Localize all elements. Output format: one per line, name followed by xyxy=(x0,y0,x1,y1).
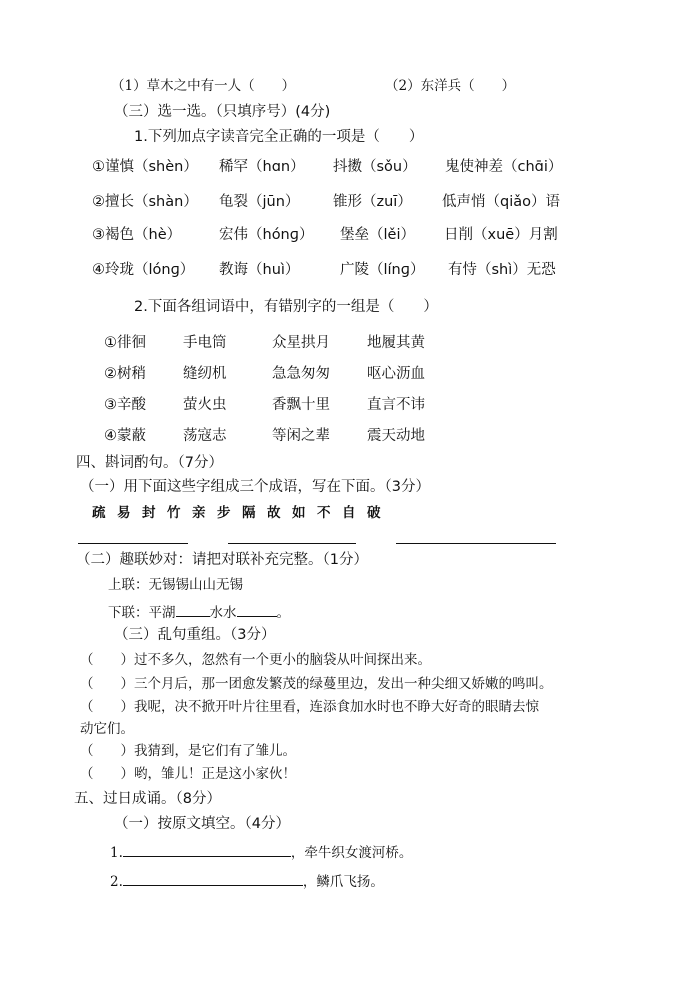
reorder-sentence-3-cont: 动它们。 xyxy=(80,721,134,737)
q2-option-4-b: 荡寇志 xyxy=(183,428,227,444)
idiom-char: 自 xyxy=(342,505,356,521)
couplet-lower xyxy=(108,602,290,622)
question-east-soldier: （2）东洋兵（ ） xyxy=(385,78,516,94)
idiom-char: 隔 xyxy=(242,505,256,521)
q1-stem: 1.下列加点字读音完全正确的一项是（ ） xyxy=(134,129,424,145)
q2-option-2-b: 缝纫机 xyxy=(183,366,227,382)
recite-blank-2[interactable] xyxy=(123,871,303,886)
idiom-char: 破 xyxy=(367,505,381,521)
q1-option-2-b: 龟裂（jūn） xyxy=(219,194,300,210)
recite-line-2-text: ，鳞爪飞扬。 xyxy=(302,874,384,890)
recite-blank-1[interactable] xyxy=(123,842,291,857)
q2-option-2-d: 呕心沥血 xyxy=(367,366,425,382)
q1-option-2-a: ②擅长（shàn） xyxy=(92,194,198,210)
idiom-char: 故 xyxy=(267,505,281,521)
section-5-title: 五、过日成诵。（8分） xyxy=(74,791,221,807)
idiom-char: 疏 xyxy=(92,505,106,521)
reorder-sentence-3: （ ）我呢，决不掀开叶片往里看，连添食加水时也不睁大好奇的眼睛去惊 xyxy=(80,699,539,715)
reorder-sentence-2: （ ）三个月后，那一团愈发繁茂的绿蔓里边，发出一种尖细又娇嫩的鸣叫。 xyxy=(80,676,553,692)
q2-stem: 2.下面各组词语中，有错别字的一组是（ ） xyxy=(134,299,438,315)
idiom-answer-line-2[interactable] xyxy=(228,543,356,544)
q1-option-1-d: 鬼使神差（chɑ̄i） xyxy=(445,159,563,175)
section-3-title: （三）选一选。（只填序号）(4分) xyxy=(114,104,331,120)
couplet-blank-2[interactable] xyxy=(237,602,277,617)
reorder-sentence-4: （ ）我猜到，是它们有了雏儿。 xyxy=(80,743,296,759)
q2-option-4-a: ④蒙蔽 xyxy=(104,428,146,444)
couplet-lower-mid: 水水 xyxy=(209,605,237,621)
section-4-title: 四、斟词酌句。（7分） xyxy=(76,455,223,471)
q2-option-1-c: 众星拱月 xyxy=(272,335,330,351)
recite-line-2 xyxy=(110,871,384,891)
question-grass-riddle: （1）草木之中有一人（ ） xyxy=(111,78,296,94)
recite-line-2-number: 2. xyxy=(110,874,123,890)
couplet-lower-end: 。 xyxy=(276,605,290,621)
section-4-part-1-title: （一）用下面这些字组成三个成语，写在下面。（3分） xyxy=(80,479,430,495)
q1-option-3-b: 宏伟（hónɡ） xyxy=(219,227,314,243)
idiom-char: 亲 xyxy=(192,505,206,521)
idiom-char: 易 xyxy=(117,505,131,521)
idiom-char: 如 xyxy=(292,505,306,521)
q1-option-1-a: ①谨慎（shèn） xyxy=(92,159,198,175)
q2-option-1-a: ①徘徊 xyxy=(104,335,146,351)
q2-option-2-a: ②树稍 xyxy=(104,366,146,382)
couplet-lower-prefix: 下联：平湖 xyxy=(108,605,176,621)
q1-option-4-a: ④玲珑（lónɡ） xyxy=(92,262,195,278)
q2-option-3-c: 香飘十里 xyxy=(272,397,330,413)
idiom-character-bank xyxy=(92,504,392,522)
q2-option-4-c: 等闲之辈 xyxy=(272,428,330,444)
q2-option-3-a: ③辛酸 xyxy=(104,397,146,413)
q1-option-3-a: ③褐色（hè） xyxy=(92,227,182,243)
idiom-char: 竹 xyxy=(167,505,181,521)
reorder-sentence-1: （ ）过不多久，忽然有一个更小的脑袋从叶间探出来。 xyxy=(80,652,431,668)
idiom-char: 步 xyxy=(217,505,231,521)
recite-line-1-text: ，牵牛织女渡河桥。 xyxy=(290,845,413,861)
recite-line-1 xyxy=(110,842,412,862)
q1-option-1-b: 稀罕（hɑn） xyxy=(219,159,305,175)
section-4-part-2-title: （二）趣联妙对：请把对联补充完整。（1分） xyxy=(76,552,368,568)
q1-option-2-c: 锥形（zuī） xyxy=(333,194,412,210)
q2-option-4-d: 震天动地 xyxy=(367,428,425,444)
idiom-char: 不 xyxy=(317,505,331,521)
section-4-part-3-title: （三）乱句重组。（3分） xyxy=(114,627,276,643)
q2-option-1-d: 地履其黄 xyxy=(367,335,425,351)
recite-line-1-number: 1. xyxy=(110,845,123,861)
q2-option-3-d: 直言不讳 xyxy=(367,397,425,413)
q1-option-1-c: 抖擞（sǒu） xyxy=(333,159,417,175)
couplet-blank-1[interactable] xyxy=(176,602,210,617)
section-5-part-1-title: （一）按原文填空。（4分） xyxy=(114,816,290,832)
q2-option-1-b: 手电筒 xyxy=(183,335,227,351)
q1-option-4-c: 广陵（línɡ） xyxy=(340,262,425,278)
idiom-answer-line-1[interactable] xyxy=(78,543,188,544)
q1-option-3-d: 日削（xuē）月割 xyxy=(444,227,558,243)
q1-option-4-d: 有恃（shì）无恐 xyxy=(448,262,556,278)
q2-option-2-c: 急急匆匆 xyxy=(272,366,330,382)
q1-option-3-c: 堡垒（lěi） xyxy=(340,227,415,243)
reorder-sentence-5: （ ）哟，雏儿！正是这小家伙！ xyxy=(80,766,296,782)
q1-option-2-d: 低声悄（qiǎo）语 xyxy=(442,194,560,210)
couplet-upper: 上联：无锡锡山山无锡 xyxy=(108,577,243,593)
idiom-char: 封 xyxy=(142,505,156,521)
idiom-answer-line-3[interactable] xyxy=(396,543,556,544)
q1-option-4-b: 教诲（huì） xyxy=(219,262,300,278)
q2-option-3-b: 萤火虫 xyxy=(183,397,227,413)
